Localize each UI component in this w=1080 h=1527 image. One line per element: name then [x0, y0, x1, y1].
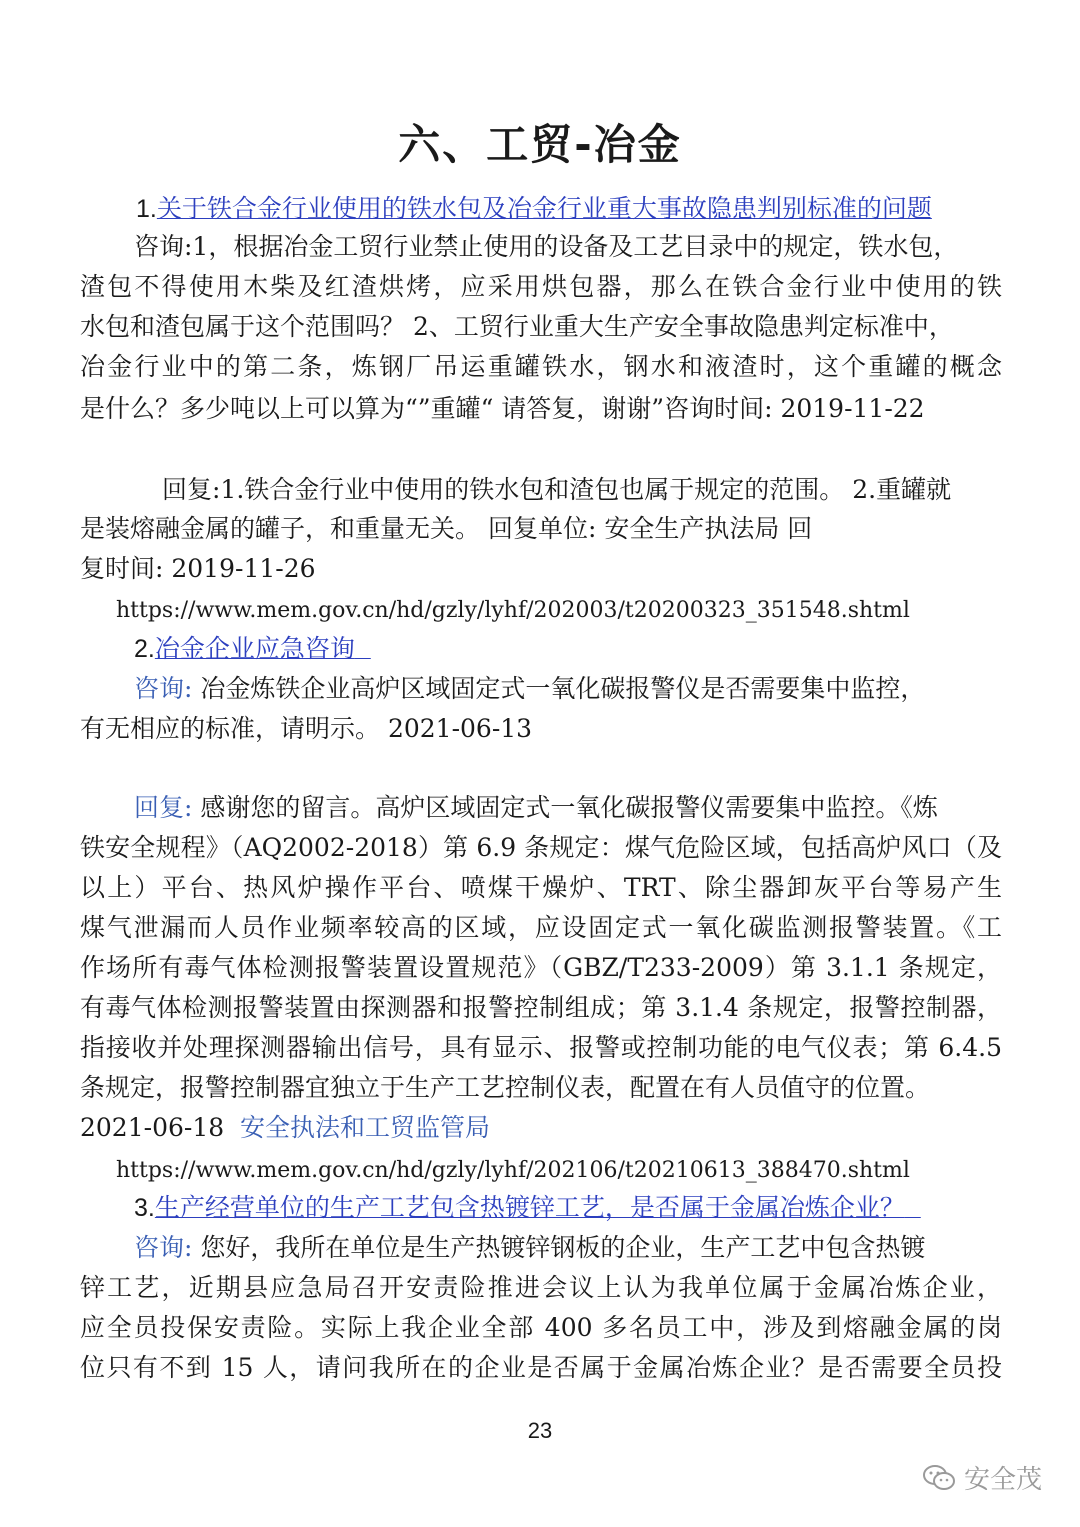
- q2-reply-line: 作场所有毒气体检测报警装置设置规范》（GBZ/T233-2009）第 3.1.1 条规定，: [80, 953, 1002, 982]
- q2-url-link[interactable]: https://www.mem.gov.cn/hd/gzly/lyhf/202106/t20210613_388470.shtml: [116, 1158, 910, 1183]
- q2-consult-line: 有无相应的标准，请明示。 2021-06-13: [80, 714, 533, 743]
- q2-consult-label: 咨询:: [134, 674, 193, 703]
- q2-reply-footer: [80, 1109, 1002, 1147]
- q2-consult-text: 冶金炼铁企业高炉区域固定式一氧化碳报警仪是否需要集中监控，: [192, 674, 926, 703]
- q3-heading-underline-tail: [905, 1193, 921, 1222]
- q3-heading-link[interactable]: 生产经营单位的生产工艺包含热镀锌工艺，是否属于金属冶炼企业？: [154, 1193, 905, 1222]
- q2-heading: [80, 630, 1056, 668]
- q1-consult-line: 咨询:1，根据冶金工贸行业禁止使用的设备及工艺目录中的规定，铁水包，: [134, 232, 959, 261]
- q1-heading-link[interactable]: 关于铁合金行业使用的铁水包及冶金行业重大事故隐患判别标准的问题: [156, 194, 932, 223]
- q3-number: 3.: [134, 1194, 155, 1222]
- watermark: [922, 1459, 1042, 1496]
- q2-reply-line: 煤气泄漏而人员作业频率较高的区域，应设固定式一氧化碳监测报警装置。《工: [80, 913, 1002, 942]
- wechat-icon: [922, 1464, 956, 1492]
- q2-consult-line: [80, 670, 1002, 708]
- q1-heading: [80, 190, 1058, 228]
- q1-number: 1.: [136, 195, 157, 223]
- q1-consult-line: 渣包不得使用木柴及红渣烘烤，应采用烘包器，那么在铁合金行业中使用的铁: [80, 272, 1002, 301]
- q2-heading-link[interactable]: 冶金企业应急咨询: [154, 634, 355, 663]
- q1-consult-line: 冶金行业中的第二条，炼钢厂吊运重罐铁水，钢水和液渣时，这个重罐的概念: [80, 352, 1002, 381]
- q2-reply-label: 回复:: [134, 793, 193, 822]
- q1-consult-line: 是什么？多少吨以上可以算为“”重罐“ 请答复，谢谢”咨询时间: 2019-11-22: [80, 394, 925, 423]
- page-number: 23: [527, 1418, 553, 1443]
- q2-number: 2.: [134, 635, 155, 663]
- q1-reply-line: 回复:1.铁合金行业中使用的铁水包和渣包也属于规定的范围。 2.重罐就: [162, 475, 952, 504]
- q3-heading: [80, 1189, 1056, 1227]
- q3-consult-text: 您好，我所在单位是生产热镀锌钢板的企业，生产工艺中包含热镀: [192, 1233, 926, 1262]
- q3-consult-line: 锌工艺，近期县应急局召开安责险推进会议上认为我单位属于金属冶炼企业，: [80, 1273, 1002, 1302]
- q2-reply-line: [80, 789, 1002, 827]
- q1-url-link[interactable]: https://www.mem.gov.cn/hd/gzly/lyhf/202003/t20200323_351548.shtml: [116, 598, 910, 623]
- watermark-text: 安全茂: [963, 1465, 1042, 1495]
- q2-heading-underline-tail: [355, 634, 371, 663]
- q3-consult-line: [80, 1229, 1002, 1267]
- q3-consult-line: 应全员投保安责险。实际上我企业全部 400 多名员工中，涉及到熔融金属的岗: [80, 1313, 1002, 1342]
- page-title: 六、工贸-冶金: [398, 120, 682, 169]
- q2-reply-line: 以上）平台、热风炉操作平台、喷煤干燥炉、TRT、除尘器卸灰平台等易产生: [80, 873, 1002, 902]
- q1-reply-line: 复时间: 2019-11-26: [80, 554, 316, 583]
- q2-reply-unit: 安全执法和工贸监管局: [240, 1113, 491, 1142]
- q1-consult-line: 水包和渣包属于这个范围吗？ 2、工贸行业重大生产安全事故隐患判定标准中，: [80, 312, 954, 341]
- q1-reply-line: 是装熔融金属的罐子，和重量无关。 回复单位: 安全生产执法局 回: [80, 514, 813, 543]
- q2-reply-date: 2021-06-18: [80, 1113, 225, 1142]
- q2-reply-text: 感谢您的留言。高炉区域固定式一氧化碳报警仪需要集中监控。《炼: [192, 793, 938, 822]
- q2-reply-line: 条规定，报警控制器宜独立于生产工艺控制仪表，配置在有人员值守的位置。: [80, 1073, 931, 1102]
- q3-consult-line: 位只有不到 15 人，请问我所在的企业是否属于金属冶炼企业？是否需要全员投: [80, 1353, 1002, 1382]
- q3-consult-label: 咨询:: [134, 1233, 193, 1262]
- q2-reply-line: 铁安全规程》（AQ2002-2018）第 6.9 条规定：煤气危险区域，包括高炉风口（及: [80, 833, 1002, 862]
- q2-reply-line: 有毒气体检测报警装置由探测器和报警控制组成；第 3.1.4 条规定，报警控制器，: [80, 993, 1002, 1022]
- q2-reply-line: 指接收并处理探测器输出信号，具有显示、报警或控制功能的电气仪表；第 6.4.5: [80, 1033, 1002, 1062]
